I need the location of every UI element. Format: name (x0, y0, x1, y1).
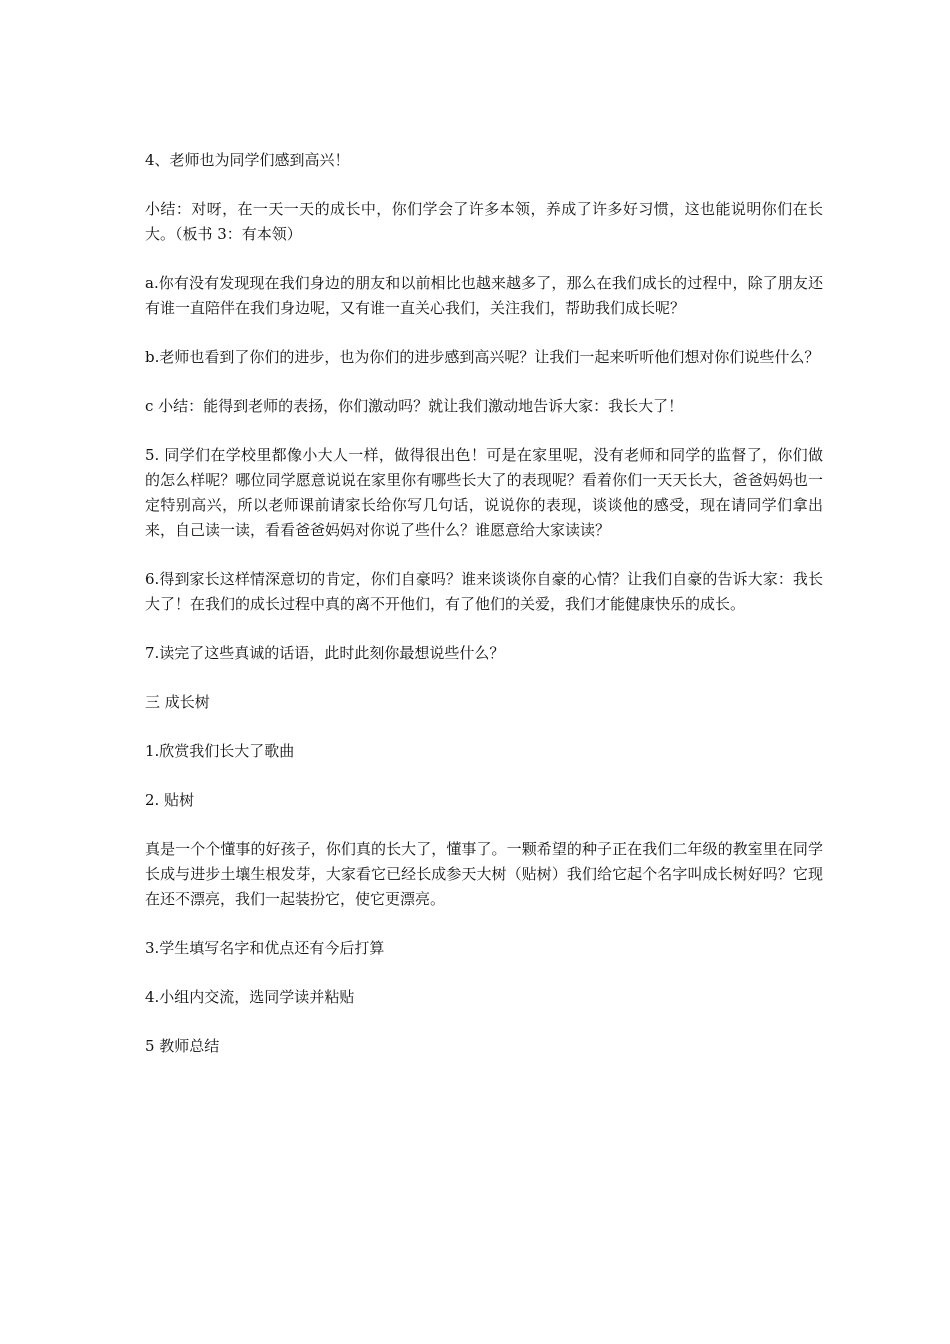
paragraph-teacher-happy: 4、老师也为同学们感到高兴！ (145, 151, 350, 169)
paragraph-3-fill-names: 3.学生填写名字和优点还有今后打算 (145, 939, 385, 957)
paragraph-2-tree: 2. 贴树 (145, 791, 195, 809)
paragraph-tree-description: 真是一个个懂事的好孩子，你们真的长大了，懂事了。一颗希望的种子正在我们二年级的教室里在同学长成与进步土壤生根发芽，大家看它已经长成参天大树（贴树）我们给它起个名字叫成长树好吗？它现在还不漂亮，我们一起装扮它，使它更漂亮。 (145, 840, 823, 908)
paragraph-a-friends: a.你有没有发现现在我们身边的朋友和以前相比也越来越多了，那么在我们成长的过程中，除了朋友还有谁一直陪伴在我们身边呢，又有谁一直关心我们，关注我们，帮助我们成长呢？ (145, 274, 823, 317)
paragraph-5-teacher-summary: 5 教师总结 (145, 1037, 220, 1055)
paragraph-6-parents: 6.得到家长这样情深意切的肯定，你们自豪吗？谁来谈谈你自豪的心情？让我们自豪的告诉大家：我长大了！在我们的成长过程中真的离不开他们，有了他们的关爱，我们才能健康快乐的成长。 (145, 570, 823, 613)
paragraph-1-song: 1.欣赏我们长大了歌曲 (145, 742, 295, 760)
section-heading-growth-tree: 三 成长树 (145, 693, 210, 711)
paragraph-summary-skills: 小结：对呀，在一天一天的成长中，你们学会了许多本领，养成了许多好习惯，这也能说明你们在长大。（板书 3：有本领） (145, 200, 823, 243)
document-body (145, 148, 823, 1083)
paragraph-b-teacher-progress: b.老师也看到了你们的进步，也为你们的进步感到高兴呢？让我们一起来听听他们想对你们说些什么？ (145, 348, 820, 366)
paragraph-5-at-home: 5. 同学们在学校里都像小大人一样，做得很出色！可是在家里呢，没有老师和同学的监督了，你们做的怎么样呢？哪位同学愿意说说在家里你有哪些长大了的表现呢？看着你们一天天长大，爸爸妈妈也一定特别高兴，所以老师课前请家长给你写几句话，说说你的表现，谈谈他的感受，现在请同学们拿出来，自己读一读，看看爸爸妈妈对你说了些什么？谁愿意给大家读读？ (145, 446, 823, 539)
paragraph-4-group-exchange: 4.小组内交流，选同学读并粘贴 (145, 988, 355, 1006)
paragraph-c-summary: c 小结：能得到老师的表扬，你们激动吗？就让我们激动地告诉大家：我长大了！ (145, 397, 684, 415)
paragraph-7-reflection: 7.读完了这些真诚的话语，此时此刻你最想说些什么？ (145, 644, 505, 662)
